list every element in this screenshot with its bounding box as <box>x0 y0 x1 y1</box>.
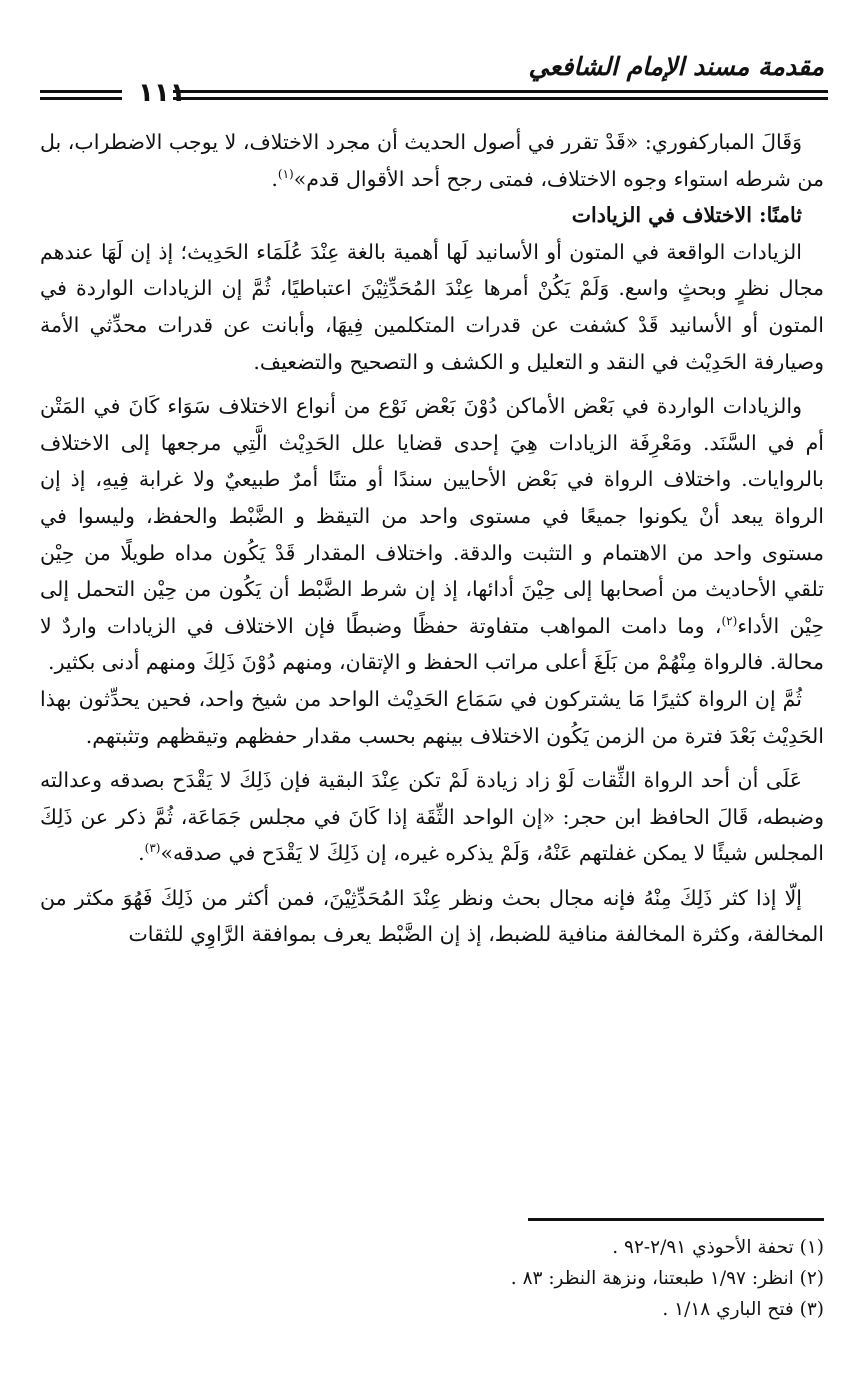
footnote: (٣) فتح الباري ١/١٨ . <box>662 1299 824 1320</box>
paragraph-end: . <box>138 841 145 866</box>
footnote-rule <box>528 1218 824 1221</box>
header-rule-line <box>173 97 828 100</box>
header-rule-line <box>40 97 122 100</box>
footnote-marker: (١) <box>277 166 294 181</box>
header-rule-line <box>40 90 122 93</box>
section-heading: ثامنًا: الاختلاف في الزيادات <box>571 203 802 228</box>
paragraph-text: عَلَى أن أحد الرواة الثِّقات لَوْ زاد زيادة لَمْ تكن عِنْدَ البقية فإن ذَلِكَ لا يَقْدَح بصدقه وعدالته وضبطه، قَالَ الحافظ ابن حجر: «إن الواحد الثِّقَة إذا كَانَ في مجلس جَمَاعَة، ثُمَّ ذكر عن ذَلِكَ المجلس شيئًا لا يمكن غفلتهم عَنْهُ، وَلَمْ يذكره غيره، إن ذَلِكَ لا يَقْدَح في صدقه» <box>40 768 824 866</box>
paragraph-text: وَقَالَ المباركفوري: «قَدْ تقرر في أصول الحديث أن مجرد الاختلاف، لا يوجب الاضطراب، بل من شرطه استواء وجوه الاختلاف، فمتى رجح أحد الأقوال قدم» <box>40 130 824 191</box>
page-number: ١١١ <box>138 78 186 108</box>
paragraph-text: والزيادات الواردة في بَعْض الأماكن دُوْنَ بَعْض نَوْع من أنواع الاختلاف سَوَاء كَانَ في المَتْن أم في السَّنَد. ومَعْرِفَة الزيادات هِيَ إحدى قضايا علل الحَدِيْث الَّتِي مرجعها إلى الاختلاف بالروايات. واختلاف الرواة في بَعْض الأحايين سندًا أو متنًا أمرٌ طبيعيٌ ولا غرابة فِيهِ، إذ إن الرواة يبعد أنْ يكونوا جميعًا في مستوى واحد من التيقظ و الضَّبْط والحفظ، وليسوا في مستوى واحد من الاهتمام و التثبت والدقة. واختلاف المقدار قَدْ يَكُون مداه طويلًا من حِيْن تلقي الأحاديث من أصحابها إلى حِيْنَ أدائها، إذ إن شرط الضَّبْط أن يَكُون من حِيْن التحمل إلى حِيْن الأداء <box>40 394 824 638</box>
footnote-marker: (٢) <box>721 613 738 628</box>
footnote: (١) تحفة الأحوذي ٢/٩١-٩٢ . <box>612 1237 824 1258</box>
paragraph-text: ، وما دامت المواهب متفاوتة حفظًا وضبطًا فإن الاختلاف في الزيادات واردٌ لا محالة. فالرواة مِنْهُمْ من بَلَغَ أعلى مراتب الحفظ و الإتقان، ومنهم دُوْنَ ذَلِكَ ومنهم أدنى بكثير. <box>40 613 824 675</box>
footnotes <box>40 1232 824 1325</box>
paragraph: الزيادات الواقعة في المتون أو الأسانيد لَها أهمية بالغة عِنْدَ عُلَمَاء الحَدِيث؛ إذ إن لَهَا عندهم مجال نظرٍ وبحثٍ واسع. وَلَمْ يَكُنْ أمرها عِنْدَ المُحَدِّثِيْنَ اعتباطيًا، ثُمَّ إن الزيادات الواردة في المتون أو الأسانيد قَدْ كشفت عن قدرات المتكلمين فِيهَا، وأبانت عن قدرات محدِّثي الأمة وصيارفة الحَدِيْث في النقد و التعليل و الكشف و التصحيح والتضعيف. <box>40 239 824 374</box>
paragraph: إلّا إذا كثر ذَلِكَ مِنْهُ فإنه مجال بحث ونظر عِنْدَ المُحَدِّثِيْنَ، فمن أكثر من ذَلِكَ فَهُوَ مكثر من المخالفة، وكثرة المخالفة منافية للضبط، إذ إن الضَّبْط يعرف بموافقة الرَّاوِي للثقات <box>40 885 824 947</box>
paragraph-end: . <box>271 166 278 191</box>
running-title: مقدمة مسند الإمام الشافعي <box>528 52 824 81</box>
paragraph: ثُمَّ إن الرواة كثيرًا مَا يشتركون في سَمَاع الحَدِيْث الواحد من شيخ واحد، فحين يحدِّثون بهذا الحَدِيْث بَعْدَ فترة من الزمن يَكُون الاختلاف بينهم بحسب مقدار حفظهم وتيقظهم وتثبتهم. <box>40 686 824 748</box>
footnote-marker: (٣) <box>144 841 161 856</box>
header-rule-line <box>173 90 828 93</box>
paragraph <box>40 762 824 872</box>
paragraph <box>40 124 824 197</box>
header-rule <box>40 78 828 108</box>
footnote: (٢) انظر: ١/٩٧ طبعتنا، ونزهة النظر: ٨٣ . <box>510 1268 824 1289</box>
paragraph <box>40 388 824 681</box>
body-text <box>40 124 824 953</box>
